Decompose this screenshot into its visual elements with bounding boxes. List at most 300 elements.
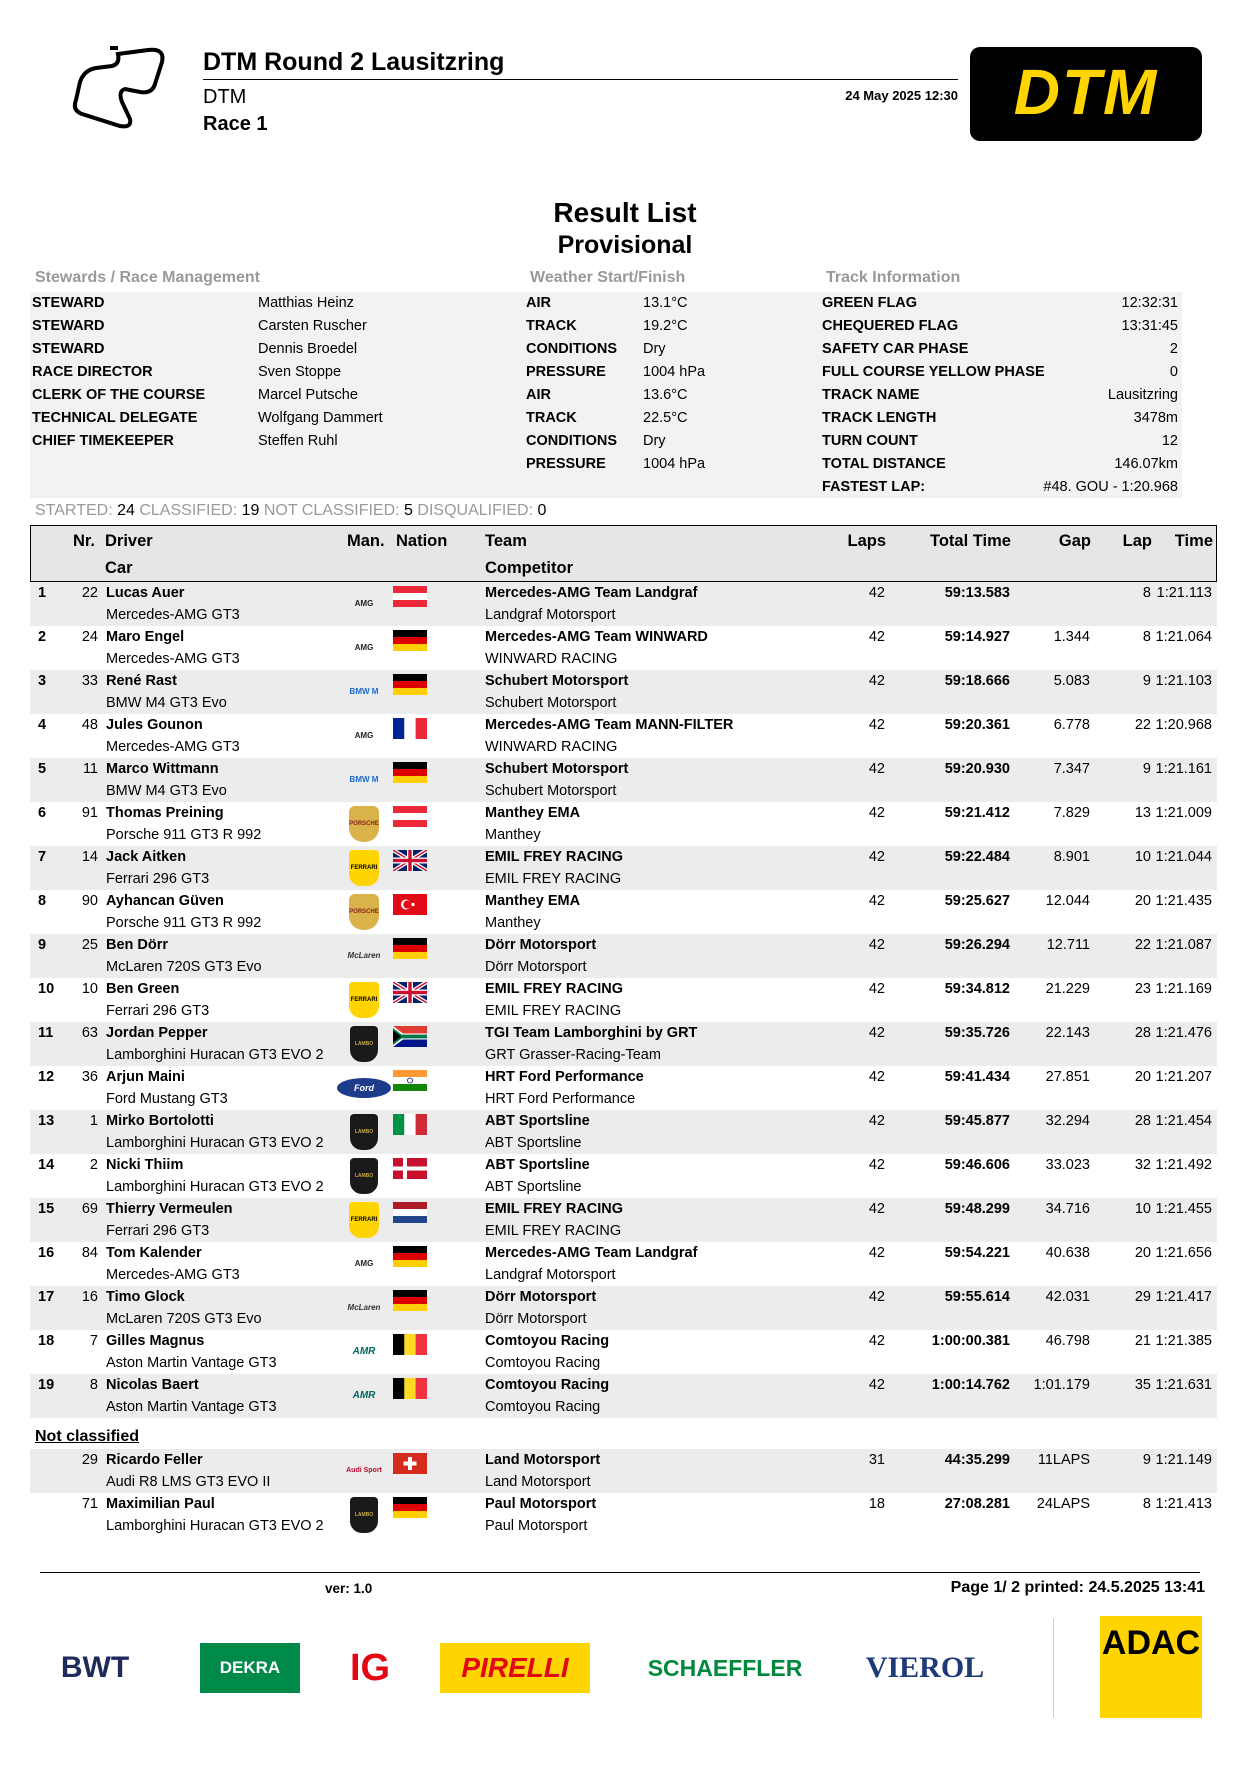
driver-name: Marco Wittmann <box>106 761 219 777</box>
best-lap-number: 22 <box>1134 937 1151 953</box>
bel-flag-icon <box>393 1334 427 1355</box>
car-number: 69 <box>81 1201 98 1217</box>
weather-value: 1004 hPa <box>643 364 706 380</box>
results-table-header <box>30 525 1217 582</box>
laps: 18 <box>868 1496 885 1512</box>
laps: 42 <box>868 1157 885 1173</box>
laps: 42 <box>868 937 885 953</box>
best-lap-time: 1:21.113 <box>1156 585 1212 601</box>
track-info-value: 3478m <box>1133 410 1178 426</box>
position: 16 <box>38 1245 55 1261</box>
rsa-flag-icon <box>393 1026 427 1047</box>
table-row[interactable] <box>30 1066 1217 1110</box>
weather-value: 19.2°C <box>643 318 688 334</box>
bwt-sponsor-logo: BWT <box>60 1651 130 1684</box>
team-name: Comtoyou Racing <box>485 1377 610 1393</box>
best-lap-number: 8 <box>1142 629 1151 645</box>
track-info-label: TRACK NAME <box>822 387 920 403</box>
driver-name: Ben Dörr <box>106 937 169 953</box>
driver-name: Ben Green <box>106 981 180 997</box>
best-lap-time: 1:21.413 <box>1155 1496 1212 1512</box>
car-number: 25 <box>81 937 98 953</box>
car-model: McLaren 720S GT3 Evo <box>106 1311 262 1327</box>
adac-sponsor-logo: ADAC <box>1100 1616 1202 1718</box>
car-model: Ferrari 296 GT3 <box>106 871 210 887</box>
best-lap-time: 1:21.455 <box>1155 1201 1212 1217</box>
car-number: 16 <box>81 1289 98 1305</box>
total-time: 27:08.281 <box>944 1496 1010 1512</box>
aston-martin-logo-icon: AMR <box>352 1390 376 1401</box>
gap: 11LAPS <box>1037 1452 1090 1468</box>
best-lap-time: 1:21.009 <box>1155 805 1212 821</box>
car-model: Ferrari 296 GT3 <box>106 1003 210 1019</box>
track-info-value: #48. GOU - 1:20.968 <box>1043 479 1178 495</box>
mercedes-amg-logo-icon: AMG <box>354 643 374 652</box>
weather-section-title: Weather Start/Finish <box>530 269 686 286</box>
col-driver: Driver <box>105 532 153 550</box>
col-gap: Gap <box>1058 532 1091 550</box>
driver-name: Ayhancan Güven <box>106 893 224 909</box>
competitor-name: WINWARD RACING <box>485 651 618 667</box>
steward-role: STEWARD <box>32 341 105 357</box>
total-time: 59:46.606 <box>944 1157 1010 1173</box>
footer-divider <box>40 1572 1200 1573</box>
table-row[interactable] <box>30 1330 1217 1374</box>
total-time: 59:21.412 <box>944 805 1010 821</box>
best-lap-number: 9 <box>1142 673 1151 689</box>
position: 2 <box>38 629 47 645</box>
team-name: Mercedes-AMG Team Landgraf <box>485 585 698 601</box>
best-lap-number: 32 <box>1134 1157 1151 1173</box>
stewards-section-title: Stewards / Race Management <box>35 269 260 286</box>
track-info-label: FASTEST LAP: <box>822 479 926 495</box>
ger-flag-icon <box>393 762 427 783</box>
driver-name: Mirko Bortolotti <box>106 1113 214 1129</box>
not-classified-label: NOT CLASSIFIED: <box>263 502 400 519</box>
mclaren-logo-icon: McLaren <box>347 951 381 960</box>
track-info-label: TURN COUNT <box>822 433 918 449</box>
competitor-name: Landgraf Motorsport <box>485 607 616 623</box>
position: 6 <box>38 805 47 821</box>
position: 13 <box>38 1113 55 1129</box>
weather-value: 13.6°C <box>643 387 688 403</box>
position: 9 <box>38 937 47 953</box>
car-model: Mercedes-AMG GT3 <box>106 1267 240 1283</box>
gap: 7.347 <box>1053 761 1090 777</box>
position: 12 <box>38 1069 55 1085</box>
best-lap-time: 1:21.476 <box>1155 1025 1212 1041</box>
total-time: 59:35.726 <box>944 1025 1010 1041</box>
weather-label: TRACK <box>526 318 577 334</box>
driver-name: Jack Aitken <box>106 849 187 865</box>
disqualified-count: 0 <box>537 502 547 519</box>
table-row[interactable] <box>30 582 1217 626</box>
series-name: DTM <box>203 86 247 108</box>
track-info-value: 2 <box>1169 341 1178 357</box>
ger-flag-icon <box>393 674 427 695</box>
total-time: 59:20.930 <box>944 761 1010 777</box>
gap: 5.083 <box>1053 673 1090 689</box>
team-name: ABT Sportsline <box>485 1113 590 1129</box>
driver-name: Jordan Pepper <box>106 1025 208 1041</box>
total-time: 59:26.294 <box>944 937 1010 953</box>
laps: 42 <box>868 629 885 645</box>
best-lap-number: 22 <box>1134 717 1151 733</box>
team-name: EMIL FREY RACING <box>485 981 624 997</box>
best-lap-number: 20 <box>1134 1069 1151 1085</box>
classified-label: CLASSIFIED: <box>139 502 238 519</box>
gap: 46.798 <box>1045 1333 1090 1349</box>
car-number: 14 <box>81 849 98 865</box>
started-count: 24 <box>117 502 135 519</box>
ferrari-logo-icon: FERRARI <box>349 982 379 1018</box>
laps: 42 <box>868 1025 885 1041</box>
best-lap-number: 28 <box>1134 1113 1151 1129</box>
document-status: Provisional <box>557 231 693 259</box>
car-number: 84 <box>81 1245 98 1261</box>
competitor-name: Dörr Motorsport <box>485 959 587 975</box>
total-time: 59:41.434 <box>944 1069 1010 1085</box>
car-number: 22 <box>81 585 98 601</box>
gap: 12.044 <box>1045 893 1090 909</box>
table-row[interactable] <box>30 1449 1217 1493</box>
track-info-label: GREEN FLAG <box>822 295 918 311</box>
gap: 32.294 <box>1045 1113 1090 1129</box>
car-number: 91 <box>81 805 98 821</box>
best-lap-number: 10 <box>1134 849 1151 865</box>
table-row[interactable] <box>30 626 1217 670</box>
position: 8 <box>38 893 47 909</box>
sui-flag-icon <box>393 1453 427 1474</box>
col-competitor: Competitor <box>485 559 573 577</box>
team-name: Mercedes-AMG Team WINWARD <box>485 629 708 645</box>
race-name: Race 1 <box>203 113 268 135</box>
table-row[interactable] <box>30 1110 1217 1154</box>
col-team: Team <box>485 532 527 550</box>
weather-value: Dry <box>643 341 666 357</box>
steward-role: RACE DIRECTOR <box>32 364 153 380</box>
table-row[interactable] <box>30 714 1217 758</box>
best-lap-time: 1:21.454 <box>1155 1113 1212 1129</box>
ger-flag-icon <box>393 1290 427 1311</box>
mclaren-logo-icon: McLaren <box>347 1303 381 1312</box>
car-model: BMW M4 GT3 Evo <box>106 783 227 799</box>
position: 14 <box>38 1157 55 1173</box>
car-model: Ferrari 296 GT3 <box>106 1223 210 1239</box>
driver-name: Nicki Thiim <box>106 1157 184 1173</box>
table-row[interactable] <box>30 1154 1217 1198</box>
competitor-name: Landgraf Motorsport <box>485 1267 616 1283</box>
weather-value: 22.5°C <box>643 410 688 426</box>
best-lap-time: 1:20.968 <box>1155 717 1212 733</box>
total-time: 1:00:14.762 <box>931 1377 1010 1393</box>
table-row[interactable] <box>30 978 1217 1022</box>
track-section-title: Track Information <box>826 269 961 286</box>
steward-name: Steffen Ruhl <box>258 433 338 449</box>
document-version: ver: 1.0 <box>325 1581 373 1596</box>
car-model: Lamborghini Huracan GT3 EVO 2 <box>106 1179 324 1195</box>
weather-label: CONDITIONS <box>526 341 618 357</box>
competitor-name: Manthey <box>485 915 541 931</box>
table-row[interactable] <box>30 1493 1217 1537</box>
car-number: 24 <box>81 629 98 645</box>
lamborghini-logo-icon: LAMBO <box>350 1026 378 1062</box>
car-model: Aston Martin Vantage GT3 <box>106 1355 277 1371</box>
lamborghini-logo-icon: LAMBO <box>350 1158 378 1194</box>
car-model: Mercedes-AMG GT3 <box>106 651 240 667</box>
table-row[interactable] <box>30 1242 1217 1286</box>
car-number: 11 <box>82 761 98 777</box>
competitor-name: Dörr Motorsport <box>485 1311 587 1327</box>
competitor-name: Comtoyou Racing <box>485 1399 601 1415</box>
position: 1 <box>38 585 47 601</box>
steward-name: Dennis Broedel <box>258 341 358 357</box>
competitor-name: Schubert Motorsport <box>485 695 617 711</box>
ferrari-logo-icon: FERRARI <box>349 850 379 886</box>
vierol-sponsor-logo: VIEROL <box>865 1651 985 1684</box>
mercedes-amg-logo-icon: AMG <box>354 599 374 608</box>
table-row[interactable] <box>30 802 1217 846</box>
track-info-label: FULL COURSE YELLOW PHASE <box>822 364 1045 380</box>
table-row[interactable] <box>30 1286 1217 1330</box>
schaeffler-sponsor-logo: SCHAEFFLER <box>647 1654 803 1681</box>
best-lap-number: 35 <box>1134 1377 1151 1393</box>
header-divider <box>203 79 958 80</box>
gap: 1.344 <box>1053 629 1090 645</box>
total-time: 59:34.812 <box>944 981 1010 997</box>
weather-label: PRESSURE <box>526 364 606 380</box>
total-time: 44:35.299 <box>944 1452 1010 1468</box>
best-lap-time: 1:21.207 <box>1155 1069 1212 1085</box>
driver-name: Gilles Magnus <box>106 1333 205 1349</box>
table-row[interactable] <box>30 1374 1217 1418</box>
car-number: 48 <box>81 717 98 733</box>
col-lap: Lap <box>1122 532 1152 550</box>
disqualified-label: DISQUALIFIED: <box>417 502 533 519</box>
document-title: Result List <box>553 197 697 228</box>
driver-name: René Rast <box>106 673 177 689</box>
competitor-name: EMIL FREY RACING <box>485 1223 622 1239</box>
porsche-logo-icon: PORSCHE <box>349 806 379 842</box>
ig-sponsor-logo: IG <box>349 1646 391 1689</box>
total-time: 59:13.583 <box>944 585 1010 601</box>
tur-flag-icon <box>393 894 427 915</box>
best-lap-number: 20 <box>1134 893 1151 909</box>
laps: 42 <box>868 1113 885 1129</box>
laps: 42 <box>868 1069 885 1085</box>
col-nation: Nation <box>396 532 448 550</box>
gap: 34.716 <box>1045 1201 1090 1217</box>
best-lap-number: 9 <box>1142 1452 1151 1468</box>
competitor-name: Manthey <box>485 827 541 843</box>
competitor-name: HRT Ford Performance <box>485 1091 636 1107</box>
best-lap-time: 1:21.656 <box>1155 1245 1212 1261</box>
col-car: Car <box>105 559 133 577</box>
steward-name: Marcel Putsche <box>258 387 358 403</box>
total-time: 59:25.627 <box>944 893 1010 909</box>
track-info-value: 12 <box>1161 433 1178 449</box>
laps: 42 <box>868 717 885 733</box>
track-info-value: 146.07km <box>1114 456 1178 472</box>
porsche-logo-icon: PORSCHE <box>349 894 379 930</box>
driver-name: Thierry Vermeulen <box>106 1201 233 1217</box>
laps: 42 <box>868 1245 885 1261</box>
classified-count: 19 <box>241 502 260 519</box>
weather-value: Dry <box>643 433 666 449</box>
bmw-m-logo-icon: BMW M <box>349 687 379 696</box>
best-lap-number: 20 <box>1134 1245 1151 1261</box>
team-name: HRT Ford Performance <box>485 1069 644 1085</box>
track-map-icon <box>70 44 180 134</box>
weather-label: TRACK <box>526 410 577 426</box>
gap: 24LAPS <box>1036 1496 1090 1512</box>
team-name: ABT Sportsline <box>485 1157 590 1173</box>
col-time: Time <box>1174 532 1213 550</box>
competitor-name: ABT Sportsline <box>485 1179 582 1195</box>
best-lap-number: 8 <box>1142 1496 1151 1512</box>
competitor-name: EMIL FREY RACING <box>485 1003 622 1019</box>
dekra-sponsor-logo: DEKRA <box>200 1643 300 1693</box>
ger-flag-icon <box>393 938 427 959</box>
total-time: 1:00:00.381 <box>931 1333 1010 1349</box>
team-name: Comtoyou Racing <box>485 1333 610 1349</box>
driver-name: Tom Kalender <box>106 1245 202 1261</box>
laps: 42 <box>868 1333 885 1349</box>
driver-name: Maximilian Paul <box>106 1496 215 1512</box>
car-model: Ford Mustang GT3 <box>106 1091 228 1107</box>
audi-sport-logo-icon: Audi Sport <box>346 1467 382 1474</box>
not-classified-heading: Not classified <box>35 1428 140 1445</box>
col-man: Man. <box>347 532 385 550</box>
driver-name: Maro Engel <box>106 629 185 645</box>
team-name: EMIL FREY RACING <box>485 849 624 865</box>
dtm-logo <box>970 47 1202 141</box>
best-lap-number: 23 <box>1134 981 1151 997</box>
laps: 31 <box>868 1452 885 1468</box>
best-lap-time: 1:21.435 <box>1155 893 1212 909</box>
mercedes-amg-logo-icon: AMG <box>354 1259 374 1268</box>
team-name: Manthey EMA <box>485 805 581 821</box>
laps: 42 <box>868 893 885 909</box>
car-model: Lamborghini Huracan GT3 EVO 2 <box>106 1135 324 1151</box>
bel-flag-icon <box>393 1378 427 1399</box>
position: 15 <box>38 1201 55 1217</box>
car-model: Mercedes-AMG GT3 <box>106 739 240 755</box>
car-number: 90 <box>81 893 98 909</box>
ger-flag-icon <box>393 1246 427 1267</box>
steward-role: STEWARD <box>32 318 105 334</box>
table-row[interactable] <box>30 846 1217 890</box>
ger-flag-icon <box>393 1497 427 1518</box>
ferrari-logo-icon: FERRARI <box>349 1202 379 1238</box>
event-date: 24 May 2025 12:30 <box>845 88 958 103</box>
track-info-value: 0 <box>1169 364 1178 380</box>
competitor-name: Land Motorsport <box>485 1474 591 1490</box>
total-time: 59:20.361 <box>944 717 1010 733</box>
table-row[interactable] <box>30 758 1217 802</box>
best-lap-time: 1:21.492 <box>1155 1157 1212 1173</box>
team-name: Mercedes-AMG Team Landgraf <box>485 1245 698 1261</box>
laps: 42 <box>868 805 885 821</box>
mercedes-amg-logo-icon: AMG <box>354 731 374 740</box>
track-info-label: TOTAL DISTANCE <box>822 456 946 472</box>
track-info-value: 13:31:45 <box>1121 318 1178 334</box>
team-name: Land Motorsport <box>485 1452 601 1468</box>
steward-name: Sven Stoppe <box>258 364 342 380</box>
team-name: TGI Team Lamborghini by GRT <box>485 1025 698 1041</box>
table-row[interactable] <box>30 1022 1217 1066</box>
fra-flag-icon <box>393 718 427 739</box>
track-info-value: Lausitzring <box>1107 387 1178 403</box>
best-lap-number: 29 <box>1134 1289 1151 1305</box>
gbr-flag-icon <box>393 850 427 871</box>
total-time: 59:14.927 <box>944 629 1010 645</box>
competitor-name: Paul Motorsport <box>485 1518 588 1534</box>
ned-flag-icon <box>393 1202 427 1223</box>
gap: 27.851 <box>1045 1069 1090 1085</box>
car-number: 33 <box>81 673 98 689</box>
race-summary <box>35 502 546 520</box>
team-name: Dörr Motorsport <box>485 1289 597 1305</box>
total-time: 59:48.299 <box>944 1201 1010 1217</box>
position: 11 <box>38 1025 54 1041</box>
gap: 1:01.179 <box>1033 1377 1090 1393</box>
car-number: 1 <box>89 1113 98 1129</box>
team-name: Manthey EMA <box>485 893 581 909</box>
table-row[interactable] <box>30 670 1217 714</box>
gap: 7.829 <box>1053 805 1090 821</box>
laps: 42 <box>868 673 885 689</box>
competitor-name: EMIL FREY RACING <box>485 871 622 887</box>
best-lap-time: 1:21.103 <box>1155 673 1212 689</box>
car-number: 7 <box>89 1333 98 1349</box>
laps: 42 <box>868 1289 885 1305</box>
table-row[interactable] <box>30 890 1217 934</box>
table-row[interactable] <box>30 934 1217 978</box>
total-time: 59:55.614 <box>944 1289 1010 1305</box>
car-model: McLaren 720S GT3 Evo <box>106 959 262 975</box>
team-name: Dörr Motorsport <box>485 937 597 953</box>
laps: 42 <box>868 849 885 865</box>
car-model: BMW M4 GT3 Evo <box>106 695 227 711</box>
bmw-m-logo-icon: BMW M <box>349 775 379 784</box>
steward-name: Matthias Heinz <box>258 295 354 311</box>
best-lap-number: 9 <box>1142 761 1151 777</box>
ford-logo-icon: Ford <box>337 1078 391 1098</box>
den-flag-icon <box>393 1158 427 1179</box>
table-row[interactable] <box>30 1198 1217 1242</box>
best-lap-number: 28 <box>1134 1025 1151 1041</box>
best-lap-number: 10 <box>1134 1201 1151 1217</box>
team-name: EMIL FREY RACING <box>485 1201 624 1217</box>
car-number: 2 <box>89 1157 98 1173</box>
laps: 42 <box>868 1201 885 1217</box>
total-time: 59:54.221 <box>944 1245 1010 1261</box>
weather-label: PRESSURE <box>526 456 606 472</box>
col-laps: Laps <box>847 532 886 550</box>
page-info: Page 1/ 2 printed: 24.5.2025 13:41 <box>950 1579 1205 1596</box>
best-lap-time: 1:21.064 <box>1155 629 1212 645</box>
best-lap-time: 1:21.149 <box>1155 1452 1212 1468</box>
steward-role: STEWARD <box>32 295 105 311</box>
car-model: Lamborghini Huracan GT3 EVO 2 <box>106 1047 324 1063</box>
gap: 12.711 <box>1046 937 1090 953</box>
gap: 33.023 <box>1045 1157 1090 1173</box>
gap: 6.778 <box>1053 717 1090 733</box>
aston-martin-logo-icon: AMR <box>352 1346 376 1357</box>
driver-name: Arjun Maini <box>106 1069 185 1085</box>
best-lap-time: 1:21.631 <box>1155 1377 1212 1393</box>
